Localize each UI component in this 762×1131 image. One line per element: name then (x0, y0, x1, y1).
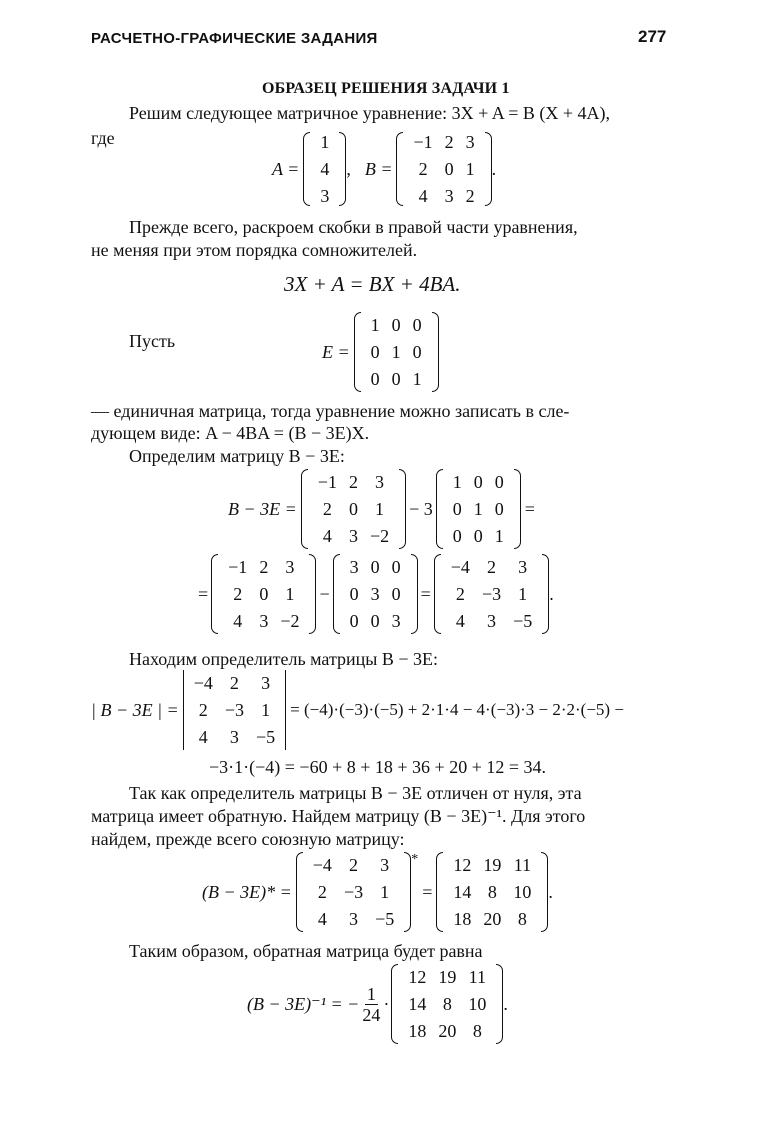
paragraph-inverse-result: Таким образом, обратная матрица будет равна (129, 941, 483, 961)
matrix-cell: 19 (438, 966, 457, 987)
matrix-cell: 0 (349, 583, 359, 604)
matrix-cell: 8 (472, 1020, 482, 1041)
matrix-cell: −2 (369, 525, 390, 546)
paragraph-determinant: Находим определитель матрицы B − 3E: (129, 649, 439, 669)
matrix-cell: 1 (285, 583, 295, 604)
expanded-equation: 3X + A = BX + 4BA. (284, 272, 461, 296)
matrix-cell: 2 (444, 131, 454, 152)
matrix-cell: 1 (320, 131, 330, 152)
paragraph-inverse-line2: матрица имеет обратную. Найдем матрицу (B − 3E)⁻¹. Для этого (91, 806, 586, 826)
matrix-cell: 3 (261, 672, 271, 693)
matrix-cell: 4 (317, 908, 327, 929)
matrix-cell: 0 (370, 341, 380, 362)
determinant-matrix (188, 670, 281, 751)
determinant-result: −3·1·(−4) = −60 + 8 + 18 + 36 + 20 + 12 = 34. (209, 757, 546, 777)
matrix-E (365, 312, 428, 393)
matrix-cell: 4 (233, 610, 243, 631)
matrix-cell: 3 (465, 131, 475, 152)
matrix-cell: −3 (224, 699, 244, 720)
matrix-cell: −1 (413, 131, 433, 152)
matrix-cell: −2 (280, 610, 300, 631)
matrix-cell: 2 (322, 498, 332, 519)
matrix-cell: 1 (261, 699, 271, 720)
matrix-inverse-adjugate (402, 964, 492, 1045)
matrix-cell: −5 (513, 610, 533, 631)
matrix-cell: −1 (317, 471, 337, 492)
matrix-cell: 1 (465, 158, 475, 179)
matrix-cell: 4 (320, 158, 330, 179)
matrix-cell: 8 (517, 908, 527, 929)
matrix-cell: 4 (322, 525, 332, 546)
matrix-cell: 0 (370, 368, 380, 389)
matrix-cell: 1 (380, 881, 390, 902)
matrix-cell: 12 (408, 966, 427, 987)
matrix-cell: 2 (233, 583, 243, 604)
matrix-cell: −3 (343, 881, 364, 902)
matrix-B-minus-3E (445, 554, 538, 635)
matrix-cell: 3 (487, 610, 497, 631)
paragraph-inverse-line1: Так как определитель матрицы B − 3E отличен от нуля, эта (129, 783, 582, 803)
matrix-cell: 0 (259, 583, 269, 604)
paragraph-identity-line1: — единичная матрица, тогда уравнение можно записать в сле- (91, 401, 570, 421)
matrix-cell: 12 (453, 854, 472, 875)
inverse-matrix-equation: (B − 3E)⁻¹ = − $\frac{1}{24}$ · 12 19 11 14 8 10 18 20 8 . (247, 964, 508, 1044)
matrix-B-modified (312, 469, 395, 550)
matrix-cell: 0 (391, 583, 401, 604)
matrix-cell: 4 (198, 726, 208, 747)
matrix-cell: 10 (468, 993, 487, 1014)
matrix-cell: 8 (487, 881, 497, 902)
matrix-cell: 1 (412, 368, 422, 389)
matrix-cell: 3 (380, 854, 390, 875)
fraction-one-24: $\frac{1}{24}$ (362, 983, 381, 1025)
matrix-cell: 10 (513, 881, 532, 902)
matrix-cell: 11 (513, 854, 532, 875)
matrix-cell: 3 (229, 726, 239, 747)
matrix-cell: −1 (228, 556, 248, 577)
matrix-cell: 0 (494, 471, 504, 492)
matrix-cell: 3 (370, 583, 380, 604)
matrix-cell: 1 (518, 583, 528, 604)
matrix-A (314, 129, 335, 210)
matrix-cell: 3 (391, 610, 401, 631)
matrix-cell: 19 (483, 854, 502, 875)
matrix-cell: 0 (473, 525, 483, 546)
where-label: где (91, 128, 115, 148)
matrix-B (407, 129, 480, 210)
matrix-cell: 0 (391, 314, 401, 335)
matrix-cell: 3 (518, 556, 528, 577)
matrix-cell: −4 (450, 556, 470, 577)
matrix-3E (344, 554, 407, 635)
matrix-cell: −3 (481, 583, 502, 604)
matrix-cell: −5 (375, 908, 395, 929)
matrix-cell: 14 (453, 881, 472, 902)
matrix-cell: 3 (375, 471, 385, 492)
section-title: ОБРАЗЕЦ РЕШЕНИЯ ЗАДАЧИ 1 (262, 80, 510, 97)
matrix-cell: 18 (453, 908, 472, 929)
matrix-cell: 2 (259, 556, 269, 577)
matrix-cell: 1 (473, 498, 483, 519)
matrix-adjugate (447, 852, 537, 933)
matrix-E-step1 (447, 469, 510, 550)
identity-matrix-definition: E = 1 0 0 0 1 0 0 0 1 (322, 312, 439, 392)
matrix-cell: 0 (391, 368, 401, 389)
matrix-cell: 1 (494, 525, 504, 546)
matrix-cell: −4 (312, 854, 332, 875)
matrix-cell: 3 (349, 908, 359, 929)
matrix-cell: −4 (193, 672, 213, 693)
matrix-B-minus-3E-adj (307, 852, 400, 933)
matrix-cell: 2 (418, 158, 428, 179)
matrix-B-modified-2 (222, 554, 305, 635)
matrix-cell: 0 (370, 610, 380, 631)
matrix-cell: 0 (452, 525, 462, 546)
matrix-cell: 2 (487, 556, 497, 577)
matrix-cell: 3 (348, 525, 358, 546)
let-label: Пусть (129, 331, 176, 351)
matrix-cell: 1 (375, 498, 385, 519)
matrix-cell: 0 (452, 498, 462, 519)
adjugate-matrix-equation: (B − 3E)* = −4 2 3 2 −3 1 4 3 −5 * = 12 19 11 14 8 10 18 20 8 . (202, 852, 553, 932)
matrix-definitions: A = 1 4 3 , B = −1 2 3 2 0 1 4 3 2 . (272, 132, 496, 206)
matrix-cell: 11 (468, 966, 486, 987)
matrix-cell: 2 (348, 471, 358, 492)
matrix-cell: 0 (444, 158, 454, 179)
determinant-expansion: | B − 3E | = −4 2 3 2 −3 1 4 3 −5 = (−4)·(−3)·(−5) + 2·1·4 − 4·(−3)·3 − 2·2·(−5) − (91, 670, 624, 750)
b-minus-3e-step2: = −1 2 3 2 0 1 4 3 −2 − 3 0 0 0 3 0 0 0 3 = −4 2 3 2 −3 1 4 3 −5 . (198, 554, 554, 634)
b-minus-3e-step1: B − 3E = −1 2 3 2 0 1 4 3 −2 − 3 1 0 0 0 1 0 0 0 1 = (228, 469, 535, 549)
matrix-cell: 2 (229, 672, 239, 693)
matrix-cell: 1 (391, 341, 401, 362)
matrix-cell: 3 (444, 185, 454, 206)
matrix-cell: 0 (473, 471, 483, 492)
paragraph-expand-line2: не меняя при этом порядка сомножителей. (91, 240, 418, 260)
matrix-cell: 4 (455, 610, 465, 631)
matrix-cell: 3 (320, 185, 330, 206)
matrix-cell: 0 (370, 556, 380, 577)
matrix-cell: 0 (412, 341, 422, 362)
matrix-cell: 8 (442, 993, 452, 1014)
matrix-cell: 20 (483, 908, 502, 929)
matrix-cell: −5 (256, 726, 276, 747)
paragraph-equation-statement: Решим следующее матричное уравнение: 3X + A = B (X + 4A), (129, 103, 611, 123)
matrix-cell: 18 (408, 1020, 427, 1041)
matrix-cell: 3 (349, 556, 359, 577)
matrix-cell: 0 (391, 556, 401, 577)
matrix-cell: 14 (408, 993, 427, 1014)
matrix-cell: 2 (455, 583, 465, 604)
matrix-cell: 3 (259, 610, 269, 631)
matrix-cell: 2 (465, 185, 475, 206)
matrix-cell: 0 (348, 498, 358, 519)
matrix-cell: 0 (412, 314, 422, 335)
matrix-cell: 3 (285, 556, 295, 577)
matrix-cell: 20 (438, 1020, 457, 1041)
page-number: 277 (638, 27, 667, 46)
matrix-cell: 0 (494, 498, 504, 519)
paragraph-inverse-line3: найдем, прежде всего союзную матрицу: (91, 829, 405, 849)
matrix-cell: 1 (452, 471, 462, 492)
matrix-cell: 4 (418, 185, 428, 206)
paragraph-expand-line1: Прежде всего, раскроем скобки в правой части уравнения, (129, 217, 578, 237)
paragraph-identity-line2: дующем виде: A − 4BA = (B − 3E)X. (91, 423, 370, 443)
matrix-cell: 2 (349, 854, 359, 875)
paragraph-define-matrix: Определим матрицу B − 3E: (129, 446, 345, 466)
matrix-cell: 2 (198, 699, 208, 720)
matrix-cell: 2 (317, 881, 327, 902)
matrix-cell: 1 (370, 314, 380, 335)
matrix-cell: 0 (349, 610, 359, 631)
running-header: РАСЧЕТНО-ГРАФИЧЕСКИЕ ЗАДАНИЯ (91, 30, 378, 47)
